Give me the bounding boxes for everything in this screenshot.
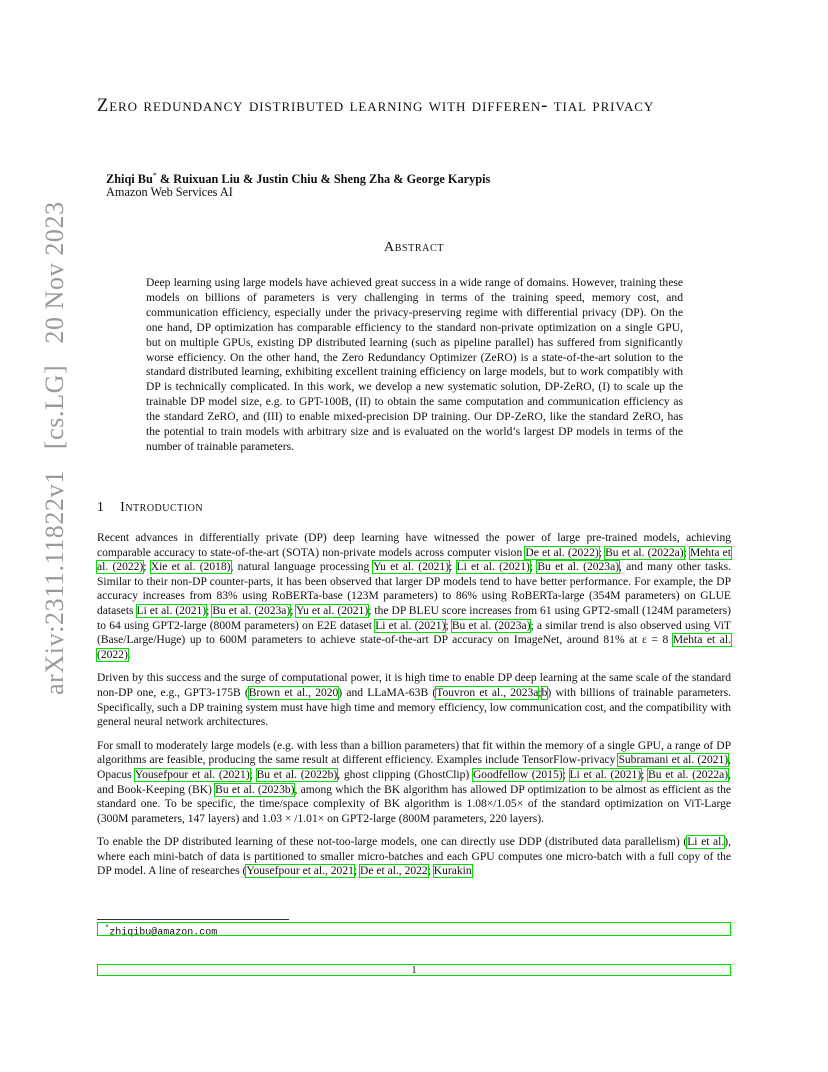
citation-link[interactable]: Li et al. (2021) [136,604,207,617]
section-title: Introduction [120,499,204,514]
abstract-text: Deep learning using large models have achieved great success in a wide range of domains. However, training these models on billions of parameters is very challenging in terms of the training speed, memory cost, and communication efficiency, especially under the privacy-preserving regime with differential privacy (DP). On the one hand, DP optimization has comparable efficiency to the standard non-private optimization on a single GPU, but on multiple GPUs, existing DP distributed learning (such as pipeline parallel) has suffered from significantly worse efficiency. On the other hand, the Zero Redundancy Optimizer (ZeRO) is a state-of-the-art solution to the standard distributed learning, exhibiting excellent training efficiency on large models, but to work compatibly with DP is technically complicated. In this work, we develop a new systematic solution, DP-ZeRO, (I) to scale up the trainable DP model size, e.g. to GPT-100B, (II) to obtain the same computation and communication efficiency as the standard ZeRO, and (III) to enable mixed-precision DP training. Our DP-ZeRO, like the standard ZeRO, has the potential to train models with arbitrary size and is evaluated on the world’s largest DP models in terms of the number of trainable parameters. [146,276,683,453]
citation-link[interactable]: De et al. (2022) [525,546,599,559]
section-number: 1 [97,499,105,514]
paragraph-text: For small to moderately large models (e.g. with less than a billion parameters) that fit within the memory of a single GPU, a range of DP algorithms are feasible, producing the same result at different efficiency. Examples include TensorFlow-privacy [97,739,731,767]
citation-link[interactable]: b [541,686,548,699]
citation-link[interactable]: Yu et al. (2021) [296,604,369,617]
paragraph [97,671,731,729]
paragraph-text: ; [445,619,452,632]
citation-link[interactable]: Li et al. (2021) [569,768,642,781]
paragraph-text: , among which the BK algorithm has allowed DP optimization to be almost as efficient as the standard one. To be specific, the time/space complexity of BK algorithm is 1.08×/1.05× of the standard optimization on ViT-Large (300M parameters, 147 layers) and 1.03 × /1.01× on GPT2-large (800M parameters, 220 layers). [97,783,731,825]
footnote-marker[interactable]: * [152,171,157,180]
citation-link[interactable]: Goodfellow (2015) [472,768,563,781]
footnote-marker-mark: * [105,925,110,933]
section-heading [97,499,203,515]
paragraph-text: ; [143,561,151,574]
paragraph-text: ; [290,604,297,617]
paragraph-text: ), where each mini-batch of data is partitioned to smaller micro-batches and each GPU computes one micro-batch with a full copy of the DP model. A line of researches ( [97,836,731,878]
citation-link[interactable]: Yousefpour et al., 2021 [246,865,354,878]
paragraph-text: , and Book-Keeping (BK) [97,768,731,796]
citation-link[interactable]: Mehta et al. (2022) [97,546,731,574]
footnote-rule [97,919,289,920]
paragraph-text: Driven by this success and the surge of computational power, it is high time to enable DP deep learning at the same scale of the standard non-DP one, e.g., GPT3-175B ( [97,672,731,699]
citation-link[interactable]: Xie et al. (2018) [150,561,231,574]
paragraph-text: Recent advances in differentially private (DP) deep learning have witnessed the power of large pre-trained models, achieving comparable accuracy to state-of-the-art (SOTA) non-private models across computer vision [97,532,731,559]
abstract-heading: Abstract [384,240,444,255]
footnote-email[interactable]: zhiqibu@amazon.com [109,927,218,939]
paragraph-text: ; [683,546,690,559]
citation-link[interactable]: Yu et al. (2021) [373,561,450,574]
paragraph [97,531,731,662]
paragraph-text: ; [427,865,434,878]
paragraph-text: ; [641,768,649,781]
paragraph-text: ; [353,865,360,878]
citation-link[interactable]: Li et al. [687,836,725,849]
page-number[interactable]: 1 [97,964,731,976]
paragraph-text: , ghost clipping (GhostClip) [337,768,473,781]
citation-link[interactable]: Kurakin [433,865,472,878]
paragraph-text: ; [449,561,457,574]
citation-link[interactable]: Li et al. (2021) [375,619,446,632]
citation-link[interactable]: Bu et al. (2022a) [648,768,729,781]
paragraph-text: ; a similar trend is also observed using ViT (Base/Large/Huge) up to 600M parameters to achieve state-of-the-art DP accuracy on ImageNet, around 81% at ε = 8 [97,619,731,647]
citation-link[interactable]: Subramani et al. (2021) [618,754,729,767]
citation-link[interactable]: Yousefpour et al. (2021) [134,768,250,781]
arxiv-date: 20 Nov 2023 [40,201,69,344]
body-text [97,531,731,888]
paragraph-text: ; the DP BLEU score increases from 61 using GPT2-small (124M parameters) to 64 using GPT2-large (800M parameters) on E2E dataset [97,604,731,632]
paragraph-text: To enable the DP distributed learning of these not-too-large models, one can directly use DDP (distributed data parallelism) ( [97,836,688,849]
citation-link[interactable]: De et al., 2022 [360,865,428,878]
paragraph-text: ; [598,546,606,559]
footnote[interactable] [97,922,731,939]
paragraph-text: ; [249,768,257,781]
arxiv-id[interactable]: arXiv:2311.11822v1 [40,470,69,695]
citation-link[interactable]: Bu et al. (2023a) [537,561,620,574]
paragraph-text: . [127,648,131,661]
first-author: Zhiqi Bu [106,172,153,187]
paragraph-text: ) and LLaMA-63B ( [338,686,437,699]
arxiv-stamp [20,201,69,695]
paragraph [97,739,731,827]
citation-link[interactable]: Li et al. (2021) [456,561,530,574]
citation-link[interactable]: Bu et al. (2023a) [451,619,531,632]
paragraph-text: ; [538,686,542,699]
citation-link[interactable]: Bu et al. (2022b) [256,768,338,781]
arxiv-category: [cs.LG] [40,364,69,450]
affiliation: Amazon Web Services AI [106,185,233,199]
paragraph-text: ; [206,604,213,617]
paragraph [97,835,731,879]
citation-link[interactable]: Bu et al. (2023b) [215,783,295,796]
citation-link[interactable]: Mehta et al. (2022) [97,634,732,661]
paragraph-text: ; [529,561,538,574]
paragraph-text: , and many other tasks. Similar to their non-DP counter-parts, it has been observed that larger DP models tend to have better performance. For example, the DP accuracy increases from 83% using RoBERTa-base (123M parameters) to 86% using RoBERTa-large (354M parameters) on GLUE datasets [97,561,731,617]
citation-link[interactable]: Brown et al., 2020 [248,686,339,699]
paragraph-text: , Opacus [97,754,732,781]
paper-title: Zero redundancy distributed learning with differen- tial privacy [97,96,655,116]
citation-link[interactable]: Bu et al. (2022a) [605,546,684,559]
paragraph-text: ) with billions of trainable parameters. Specifically, such a DP training system must have high time and memory efficiency, low communication cost, and the compatibility with general neural network architectures. [97,686,731,729]
citation-link[interactable]: Touvron et al., 2023a [436,686,539,699]
citation-link[interactable]: Bu et al. (2023a) [212,604,291,617]
coauthors: & Ruixuan Liu & Justin Chiu & Sheng Zha & George Karypis [159,172,491,187]
paragraph-text: , natural language processing [230,561,374,574]
arxiv-stamp-text [40,201,70,695]
paragraph-text: ; [562,768,570,781]
